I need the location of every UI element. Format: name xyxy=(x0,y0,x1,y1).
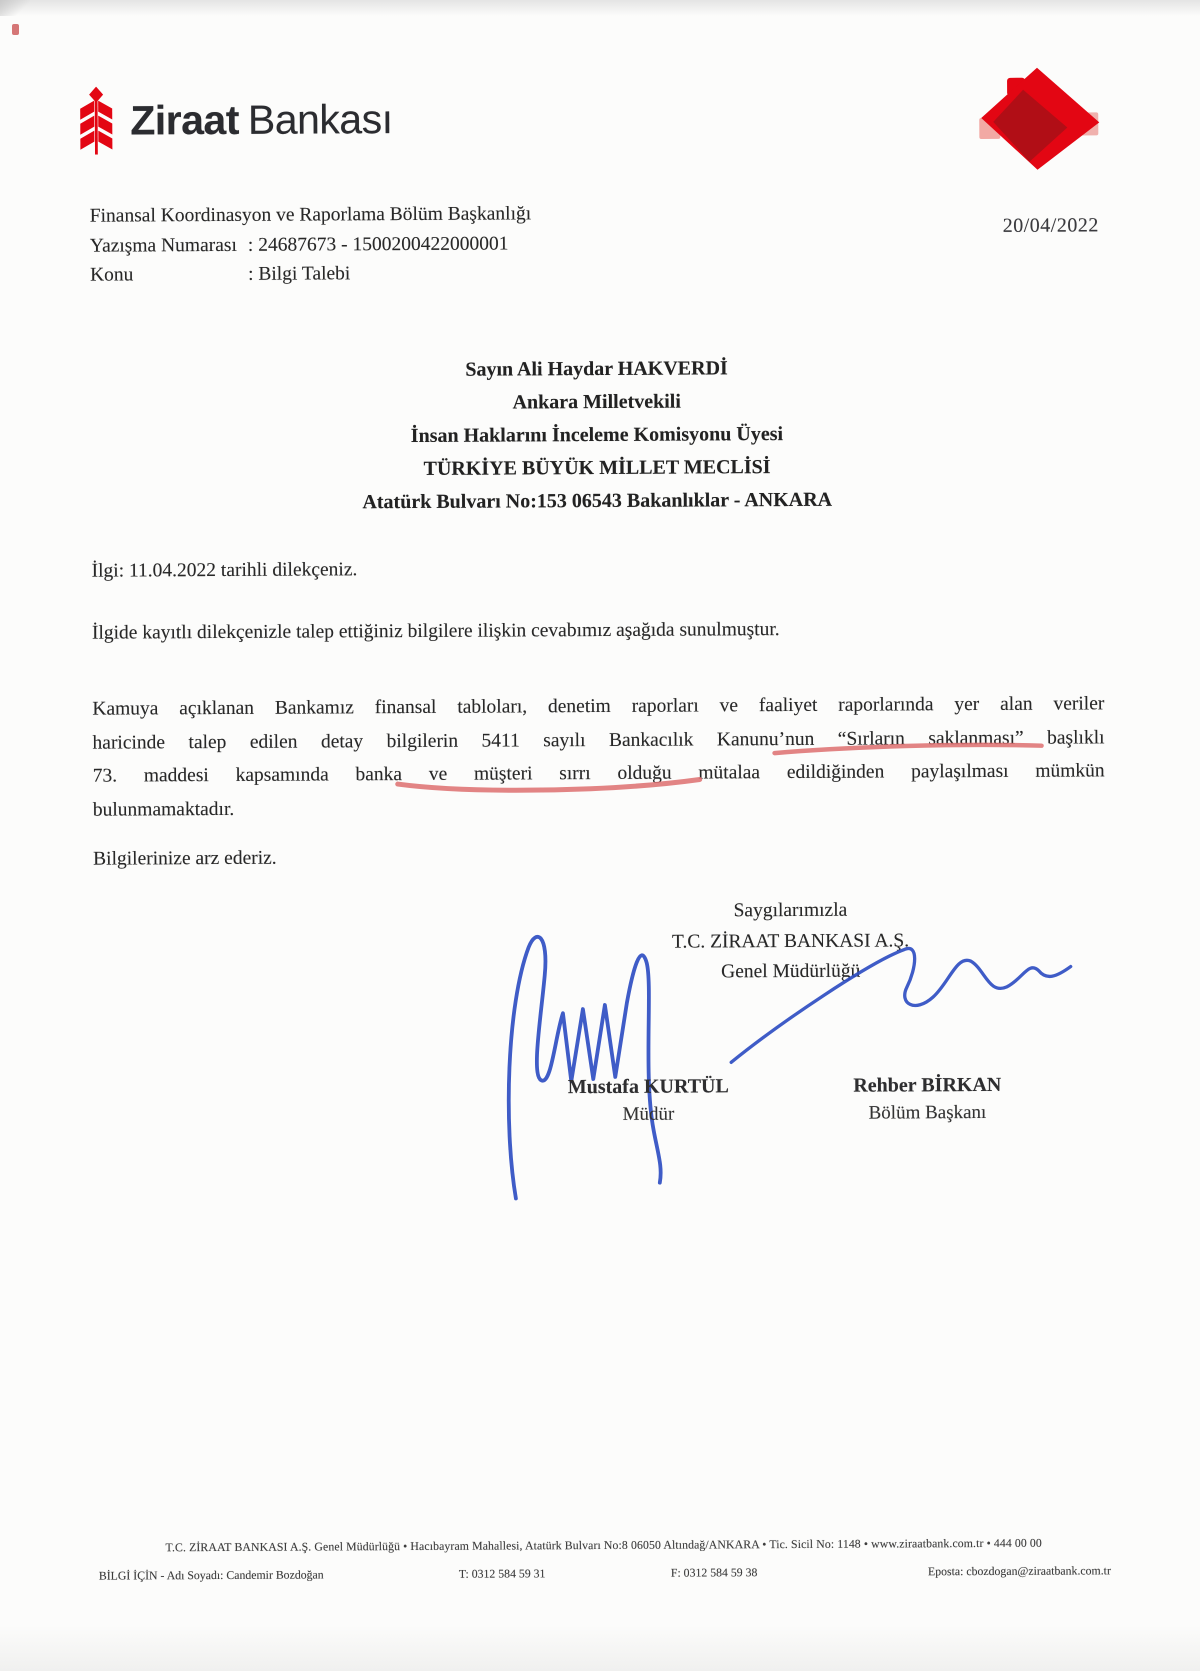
subject-line xyxy=(90,258,532,290)
department-line: Finansal Koordinasyon ve Raporlama Bölüm Başkanlığı xyxy=(89,203,532,227)
ziraat-wheat-icon xyxy=(74,87,118,155)
paragraph-line-4: bulunmamaktadır. xyxy=(92,798,235,821)
paragraph-line-3: 73. maddesi kapsamında banka ve müşteri sırrı olduğu mütalaa edildiğinden paylaşılması mümkün xyxy=(92,760,1105,787)
signoff-block xyxy=(553,895,1027,989)
recipient-block xyxy=(90,350,1103,520)
ziraat-logo xyxy=(74,85,393,155)
footer-phone: T: 0312 584 59 31 xyxy=(458,1566,546,1581)
paragraph-line-1: Kamuya açıklanan Bankamız finansal tabloları, denetim raporları ve faaliyet raporlarında yer alan veriler xyxy=(92,693,1105,720)
signer-right xyxy=(799,1074,1055,1125)
footer-fax: F: 0312 584 59 38 xyxy=(670,1565,758,1580)
footer-contact-line xyxy=(99,1563,1111,1586)
brand-word-bankasi: Bankası xyxy=(247,95,393,143)
sender-meta-block xyxy=(90,199,532,290)
recipient-address: Atatürk Bulvarı No:153 06543 Bakanlıklar - ANKARA xyxy=(362,488,833,514)
recipient-name: Sayın Ali Haydar HAKVERDİ xyxy=(465,357,728,381)
subject-label: Konu xyxy=(90,264,134,286)
main-paragraph xyxy=(92,687,1105,826)
closing-line: Bilgilerinize arz ederiz. xyxy=(93,847,277,870)
footer-contact-person: BİLGİ İÇİN - Adı Soyadı: Candemir Bozdoğan xyxy=(98,1567,324,1583)
reference-number-line xyxy=(90,229,532,261)
signer-right-title: Bölüm Başkanı xyxy=(868,1101,987,1124)
signer-left-title: Müdür xyxy=(622,1103,675,1125)
signer-left-name: Mustafa KURTÜL xyxy=(567,1075,729,1099)
reference-label: Yazışma Numarası xyxy=(89,234,237,257)
reference-note-line: İlgi: 11.04.2022 tarihli dilekçeniz. xyxy=(91,559,358,582)
signer-right-name: Rehber BİRKAN xyxy=(853,1073,1002,1097)
ziraat-emblem-graphic xyxy=(971,55,1117,176)
brand-wordmark xyxy=(130,96,393,144)
salutation: Saygılarımızla xyxy=(733,899,848,922)
paragraph-line-2: haricinde talep edilen detay bilgilerin 5411 sayılı Bankacılık Kanunu’nun “Sırların saklanması” başlıklı xyxy=(92,726,1105,754)
letter-date: 20/04/2022 xyxy=(1002,214,1099,237)
brand-word-ziraat: Ziraat xyxy=(130,96,240,143)
company-unit: Genel Müdürlüğü xyxy=(721,960,861,983)
reference-value: : 24687673 - 1500200422000001 xyxy=(247,232,509,256)
recipient-role: İnsan Haklarını İnceleme Komisyonu Üyesi xyxy=(410,423,784,447)
ziraat-emblem xyxy=(971,55,1117,181)
company-name: T.C. ZİRAAT BANKASI A.Ş. xyxy=(671,929,910,953)
footer-address-line: T.C. ZİRAAT BANKASI A.Ş. Genel Müdürlüğü • Hacıbayram Mahallesi, Atatürk Bulvarı No:8 06050 Altındağ/ANKARA • Tic. Sicil No: 1148 • www.ziraatbank.com.tr • 444 00 00 xyxy=(165,1535,1042,1555)
footer-email: Eposta: cbozdogan@ziraatbank.com.tr xyxy=(927,1563,1111,1579)
intro-line: İlgide kayıtlı dilekçenizle talep ettiğiniz bilgilere ilişkin cevabımız aşağıda sunulmuştur. xyxy=(91,619,780,644)
signer-left xyxy=(544,1075,752,1126)
subject-value: : Bilgi Talebi xyxy=(248,263,351,285)
recipient-institution: TÜRKİYE BÜYÜK MİLLET MECLİSİ xyxy=(423,456,771,480)
recipient-title: Ankara Milletvekili xyxy=(512,390,681,414)
